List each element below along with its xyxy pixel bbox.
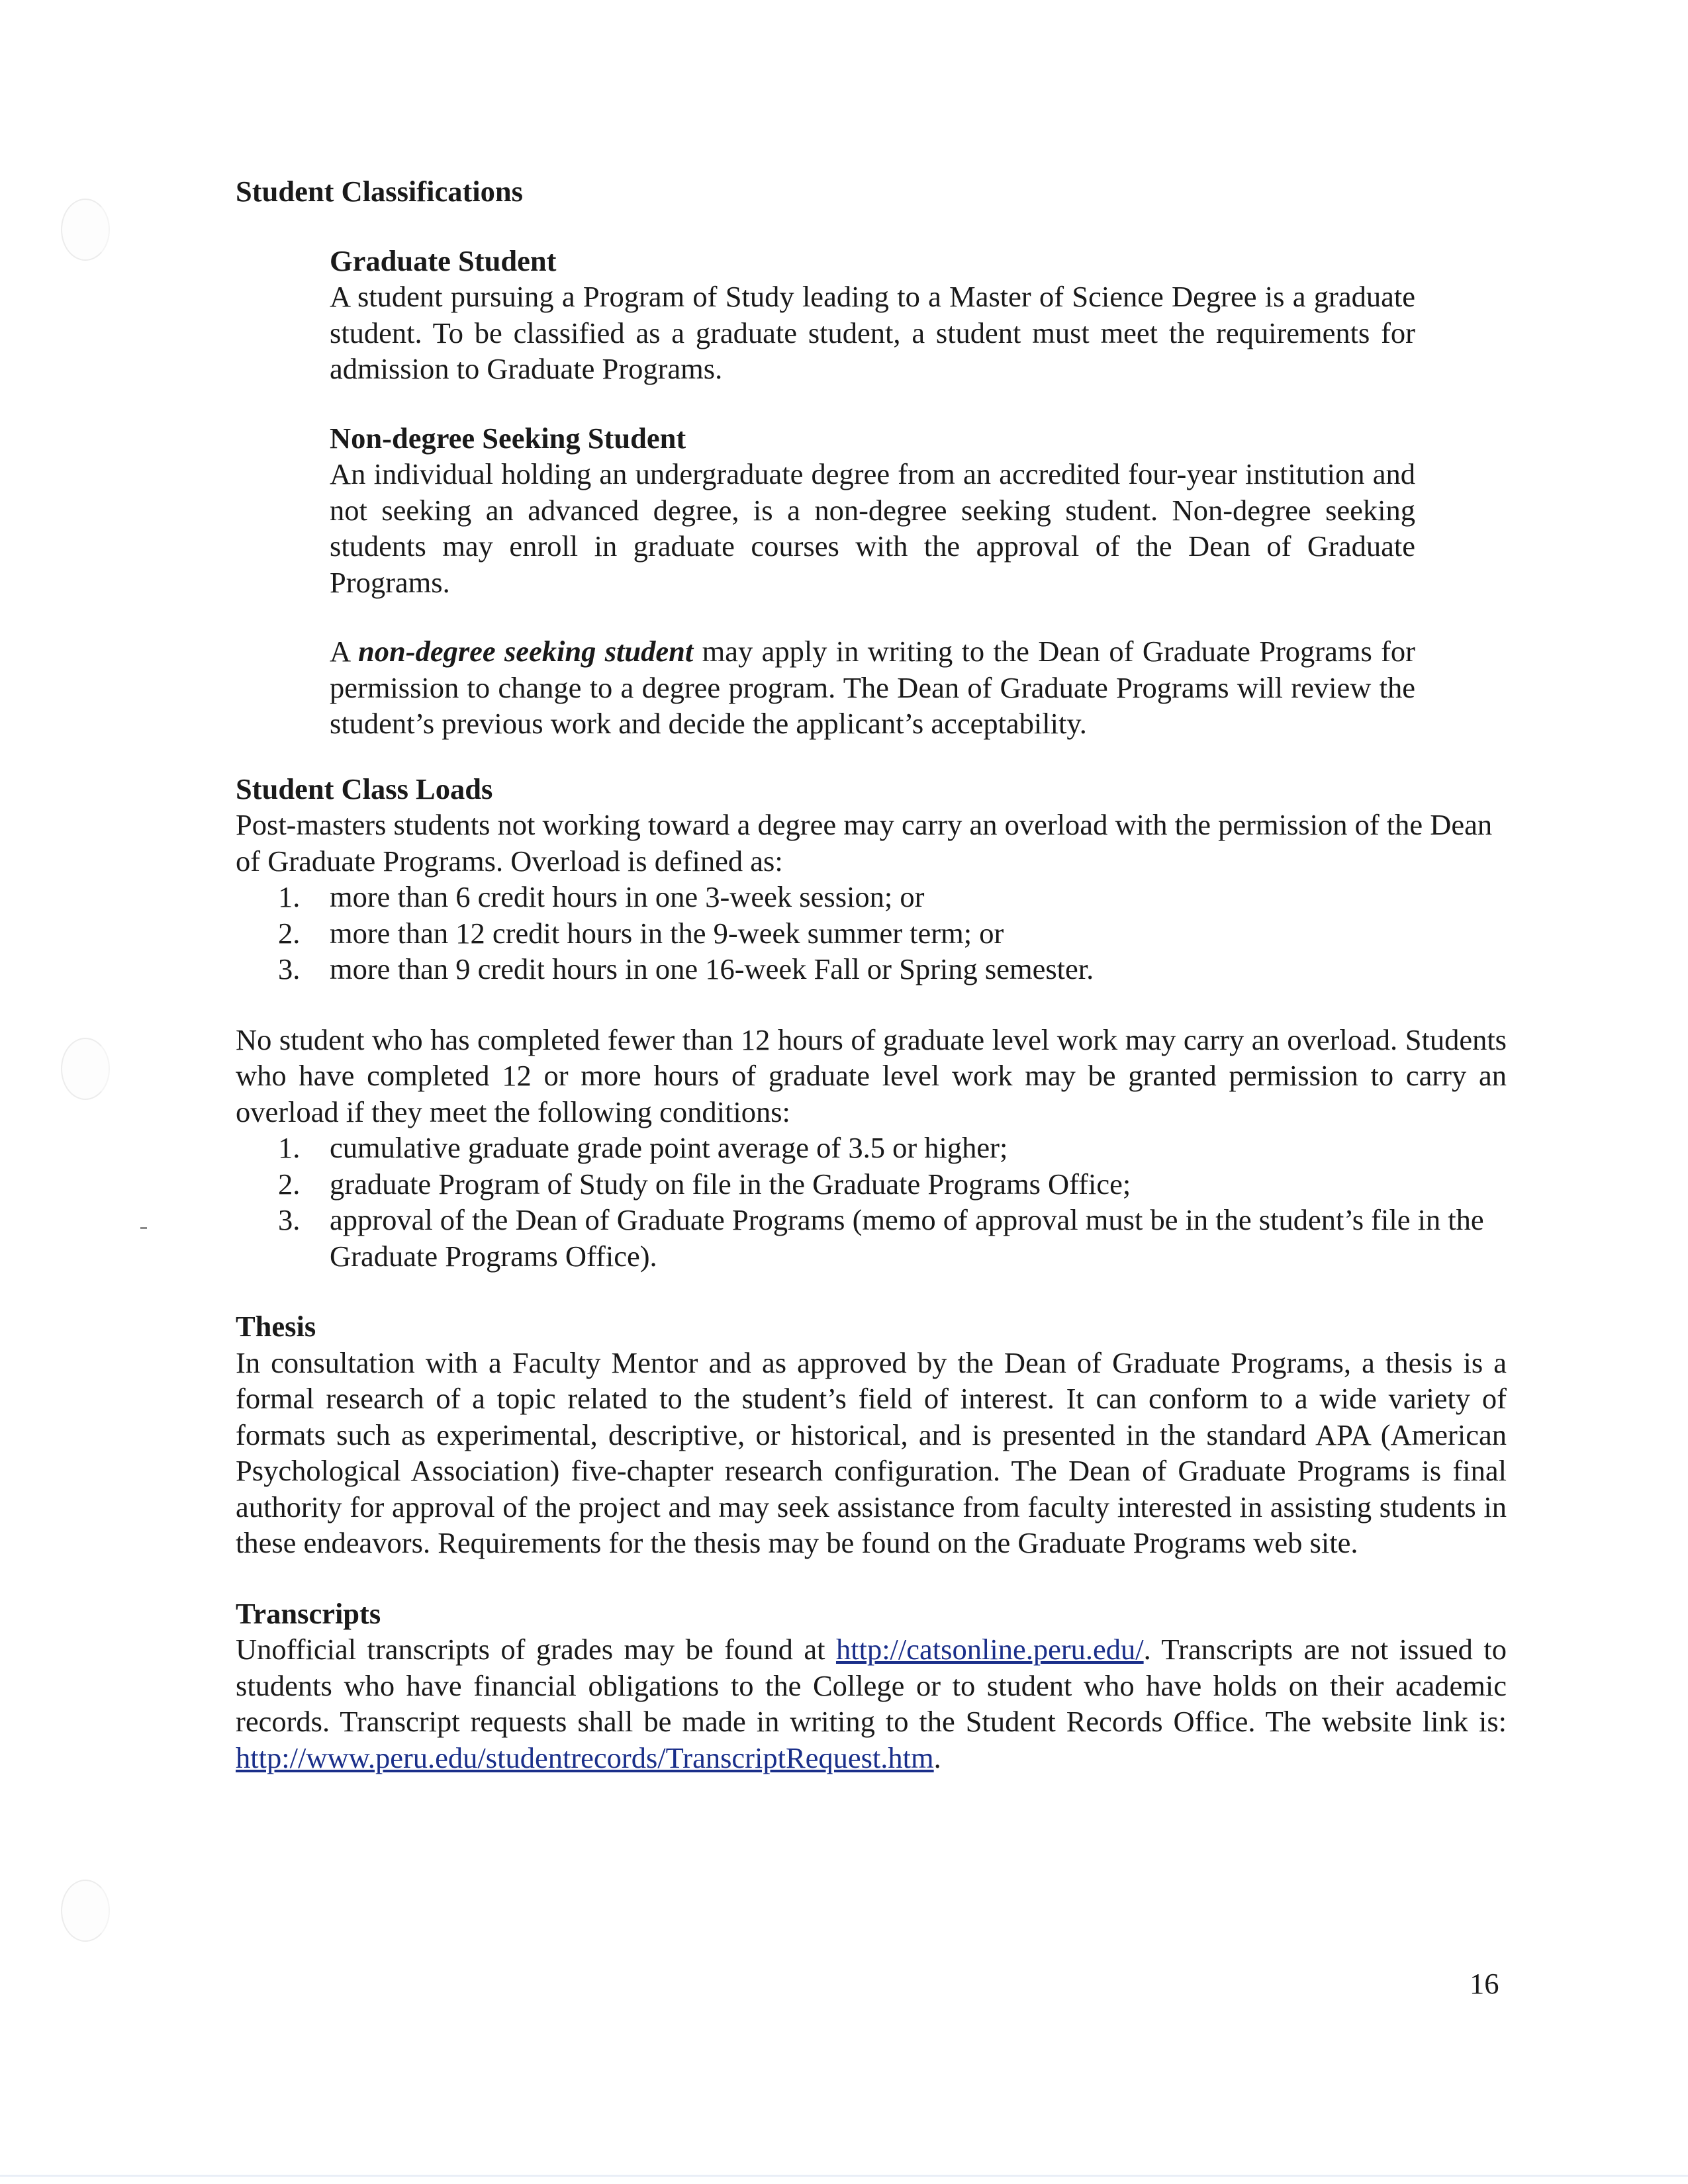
heading-non-degree-student: Non-degree Seeking Student (330, 421, 686, 455)
punch-hole-top (61, 199, 110, 261)
class-loads-intro: Post-masters students not working toward a degree may carry an overload with the permission of the Dean of Graduate Programs. Overload is defined as: (236, 808, 1493, 878)
list-item: 3. approval of the Dean of Graduate Programs (memo of approval must be in the student’s file in the Graduate Programs Office). (278, 1203, 1484, 1273)
overload-definition-list (236, 879, 1507, 987)
list-item: 2. more than 12 credit hours in the 9-week summer term; or (278, 916, 1004, 950)
heading-transcripts: Transcripts (236, 1596, 381, 1630)
non-degree-student-text: An individual holding an undergraduate degree from an accredited four-year institution and not seeking an advanced degree, is a non-degree seeking student. Non-degree seeking students may enroll in graduate courses with the approval of the Dean of Graduate Programs. (330, 457, 1415, 599)
heading-thesis: Thesis (236, 1310, 316, 1343)
graduate-student-text: A student pursuing a Program of Study leading to a Master of Science Degree is a graduate student. To be classified as a graduate student, a student must meet the requirements for admission to Graduate Programs. (330, 280, 1415, 385)
punch-hole-bottom (61, 1880, 110, 1942)
heading-student-classifications: Student Classifications (236, 175, 523, 208)
list-item: 2. graduate Program of Study on file in the Graduate Programs Office; (278, 1167, 1131, 1201)
degree-change-rest: may apply in writing to the Dean of Graduate Programs for permission to change to a degree program. The Dean of Graduate Programs will review the student’s previous work and decide the applicant’s acceptability. (330, 635, 1415, 740)
scan-edge (0, 2175, 1688, 2177)
catsonline-link[interactable]: http://catsonline.peru.edu/ (835, 1633, 1144, 1666)
heading-student-class-loads: Student Class Loads (236, 772, 493, 805)
transcripts-text-part: . Transcripts are not issued to students who have financial obligations to the College or to student who have holds on their academic records. Transcript requests shall be made in writing to the Student Records Office. The website link is: (236, 1633, 1507, 1738)
transcripts-text-part: . (933, 1741, 941, 1774)
list-item: 1. cumulative graduate grade point average of 3.5 or higher; (278, 1131, 1008, 1164)
overload-conditions-list (236, 1130, 1507, 1274)
transcript-request-link[interactable]: http://www.peru.edu/studentrecords/TranscriptRequest.htm (236, 1741, 934, 1774)
thesis-text: In consultation with a Faculty Mentor and as approved by the Dean of Graduate Programs, a thesis is a formal research of a topic related to the student’s field of interest. It can conform to a wide variety of formats such as experimental, descriptive, or historical, and is presented in the standard APA (American Psychological Association) five-chapter research configuration. The Dean of Graduate Programs is final authority for approval of the project and may seek assistance from faculty interested in assisting students in these endeavors. Requirements for the thesis may be found on the Graduate Programs web site. (236, 1345, 1507, 1559)
degree-change-text (330, 633, 1415, 742)
non-degree-student-block (330, 420, 1415, 742)
list-item: 3. more than 9 credit hours in one 16-week Fall or Spring semester. (278, 952, 1094, 985)
page-number: 16 (1470, 1967, 1499, 2000)
overload-conditions-intro: No student who has completed fewer than 12 hours of graduate level work may carry an overload. Students who have completed 12 or more hours of graduate level work may be granted permission to carry an overload if they meet the following conditions: (236, 1023, 1507, 1128)
margin-mark (140, 1227, 147, 1229)
punch-hole-middle (61, 1038, 110, 1100)
list-item: 1. more than 6 credit hours in one 3-week session; or (278, 880, 925, 913)
transcripts-text-part: Unofficial transcripts of grades may be found at (236, 1633, 836, 1666)
transcripts-text (236, 1631, 1507, 1776)
non-degree-term: non-degree seeking student (358, 635, 694, 668)
graduate-student-block (330, 243, 1415, 387)
heading-graduate-student: Graduate Student (330, 244, 557, 277)
degree-change-prefix: A (330, 635, 350, 668)
page-content (236, 173, 1507, 1776)
